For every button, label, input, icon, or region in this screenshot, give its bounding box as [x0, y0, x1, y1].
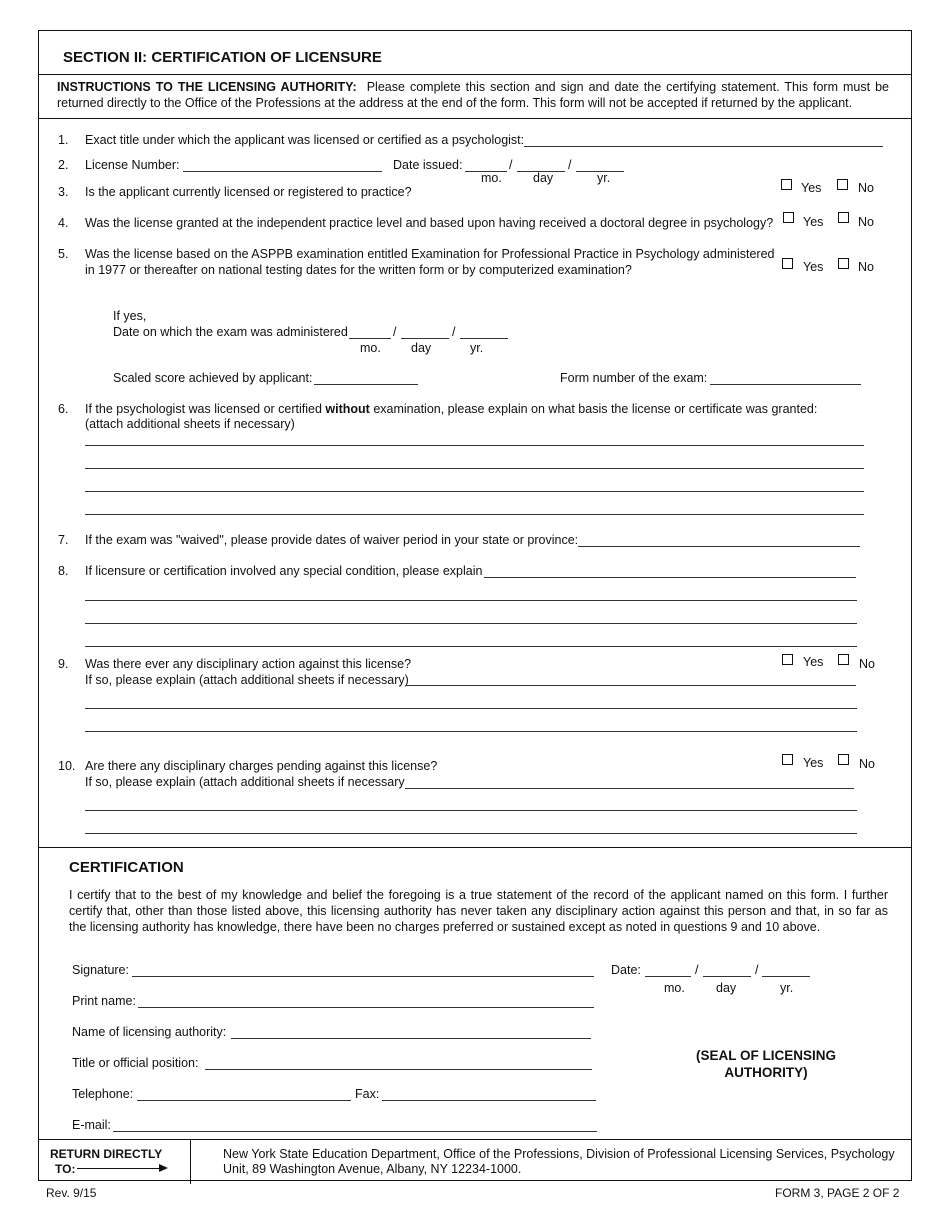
date-slash: / — [393, 325, 397, 339]
q6-line1-bold: without — [325, 402, 370, 416]
q4-number: 4. — [58, 216, 69, 230]
certification-title: CERTIFICATION — [69, 859, 184, 876]
q10-no-checkbox[interactable] — [838, 754, 849, 765]
telephone-label: Telephone: — [72, 1087, 134, 1101]
exam-date-month-field[interactable] — [349, 338, 391, 339]
q8-text: If licensure or certification involved any special condition, please explain — [85, 564, 483, 578]
q9-yes-checkbox[interactable] — [782, 654, 793, 665]
q6-answer-line[interactable] — [85, 491, 864, 492]
return-address-line2: Unit, 89 Washington Avenue, Albany, NY 12234-1000. — [223, 1162, 522, 1176]
revision-label: Rev. 9/15 — [46, 1186, 97, 1200]
email-label: E-mail: — [72, 1118, 111, 1132]
divider — [38, 847, 912, 848]
q8-answer-line[interactable] — [85, 646, 857, 647]
year-caption: yr. — [597, 171, 611, 185]
q9-number: 9. — [58, 657, 69, 671]
q9-answer-field[interactable] — [406, 685, 856, 686]
q4-text: Was the license granted at the independent practice level and based upon having received a doctoral degree in psychology? — [85, 216, 774, 230]
scaled-score-field[interactable] — [314, 384, 418, 385]
q6-line1-a: If the psychologist was licensed or certified — [85, 402, 326, 416]
q5-yes-label: Yes — [803, 260, 824, 274]
certification-statement: I certify that to the best of my knowledge and belief the foregoing is a true statement of the record of the applicant named on this form. I further certify that, other than those listed above, this licensing authority has never taken any disciplinary action against this person and that, in so far as the licensing authority has knowledge, there have been no charges preferred or sustained except as noted in questions 9 and 10 above. — [69, 888, 888, 934]
q1-title-field[interactable] — [524, 146, 883, 147]
date-issued-label: Date issued: — [393, 158, 463, 172]
q6-line1-b: examination, please explain on what basis the license or certificate was granted: — [369, 402, 818, 416]
q9-yes-label: Yes — [803, 655, 824, 669]
official-title-label: Title or official position: — [72, 1056, 199, 1070]
seal-line1: (SEAL OF LICENSING — [695, 1048, 836, 1063]
month-caption: mo. — [360, 341, 381, 355]
q10-answer-line[interactable] — [85, 810, 857, 811]
return-label-line1: RETURN DIRECTLY — [50, 1147, 163, 1161]
q4-no-label: No — [858, 215, 874, 229]
q5-number: 5. — [58, 247, 69, 261]
q8-answer-line[interactable] — [85, 623, 857, 624]
q8-answer-line[interactable] — [85, 600, 857, 601]
q10-line1: Are there any disciplinary charges pending against this license? — [85, 759, 438, 773]
q3-yes-checkbox[interactable] — [781, 179, 792, 190]
exam-date-label: Date on which the exam was administered — [113, 325, 348, 339]
month-caption: mo. — [664, 981, 685, 995]
q10-line2: If so, please explain (attach additional sheets if necessary — [85, 775, 405, 789]
q1-text: Exact title under which the applicant was licensed or certified as a psychologist: — [85, 133, 525, 147]
seal-line2: AUTHORITY) — [724, 1065, 808, 1080]
instructions — [57, 79, 889, 111]
instructions-text: Please complete this section and sign and date the certifying statement. This form must be returned directly to the Office of the Professions at the address at the end of the form. This form will not be accepted if returned by the applicant. — [57, 80, 889, 110]
q10-number: 10. — [58, 759, 76, 773]
day-caption: day — [411, 341, 432, 355]
q2-number: 2. — [58, 158, 69, 172]
q5-line2: in 1977 or thereafter on national testing dates for the written form or by computerized examination? — [85, 263, 632, 277]
exam-date-year-field[interactable] — [460, 338, 508, 339]
q5-yes-checkbox[interactable] — [782, 258, 793, 269]
q9-line2: If so, please explain (attach additional sheets if necessary) — [85, 673, 409, 687]
license-number-field[interactable] — [183, 171, 382, 172]
q1-number: 1. — [58, 133, 69, 147]
q8-answer-field[interactable] — [484, 577, 856, 578]
form-number-field[interactable] — [710, 384, 861, 385]
arrow-head-icon — [159, 1164, 168, 1172]
arrow-icon — [77, 1168, 159, 1169]
q6-line1 — [85, 402, 817, 416]
year-caption: yr. — [470, 341, 484, 355]
form-number-label: Form number of the exam: — [560, 371, 708, 385]
fax-field[interactable] — [382, 1100, 596, 1101]
telephone-field[interactable] — [137, 1100, 351, 1101]
q10-answer-field[interactable] — [405, 788, 854, 789]
date-slash: / — [695, 963, 699, 977]
year-caption: yr. — [780, 981, 794, 995]
q3-text: Is the applicant currently licensed or registered to practice? — [85, 185, 412, 199]
q6-line2: (attach additional sheets if necessary) — [85, 417, 295, 431]
q5-no-checkbox[interactable] — [838, 258, 849, 269]
q3-no-checkbox[interactable] — [837, 179, 848, 190]
cert-date-label: Date: — [611, 963, 641, 977]
cert-date-year-field[interactable] — [762, 976, 810, 977]
q4-yes-label: Yes — [803, 215, 824, 229]
licensing-authority-field[interactable] — [231, 1038, 591, 1039]
q10-answer-line[interactable] — [85, 833, 857, 834]
q7-text: If the exam was "waived", please provide dates of waiver period in your state or province: — [85, 533, 579, 547]
date-slash: / — [568, 158, 572, 172]
q3-no-label: No — [858, 181, 874, 195]
q4-no-checkbox[interactable] — [838, 212, 849, 223]
signature-field[interactable] — [132, 976, 594, 977]
form-frame — [38, 30, 912, 1181]
seal-placeholder — [666, 1047, 866, 1081]
q10-yes-checkbox[interactable] — [782, 754, 793, 765]
license-number-label: License Number: — [85, 158, 180, 172]
licensing-authority-label: Name of licensing authority: — [72, 1025, 227, 1039]
q9-no-label: No — [859, 657, 875, 671]
official-title-field[interactable] — [205, 1069, 592, 1070]
print-name-label: Print name: — [72, 994, 136, 1008]
q3-number: 3. — [58, 185, 69, 199]
cert-date-day-field[interactable] — [703, 976, 751, 977]
divider — [38, 1139, 912, 1140]
fax-label: Fax: — [355, 1087, 380, 1101]
divider — [190, 1139, 191, 1184]
q10-yes-label: Yes — [803, 756, 824, 770]
print-name-field[interactable] — [138, 1007, 594, 1008]
q8-number: 8. — [58, 564, 69, 578]
q9-answer-line[interactable] — [85, 731, 857, 732]
instructions-label: INSTRUCTIONS TO THE LICENSING AUTHORITY: — [57, 80, 357, 94]
cert-date-month-field[interactable] — [645, 976, 691, 977]
day-caption: day — [533, 171, 554, 185]
q9-no-checkbox[interactable] — [838, 654, 849, 665]
divider — [38, 118, 912, 119]
q6-number: 6. — [58, 402, 69, 416]
section-title: SECTION II: CERTIFICATION OF LICENSURE — [63, 49, 382, 66]
email-field[interactable] — [113, 1131, 597, 1132]
day-caption: day — [716, 981, 737, 995]
scaled-score-label: Scaled score achieved by applicant: — [113, 371, 313, 385]
q9-answer-line[interactable] — [85, 708, 857, 709]
exam-date-day-field[interactable] — [401, 338, 449, 339]
date-slash: / — [755, 963, 759, 977]
q7-number: 7. — [58, 533, 69, 547]
q6-answer-line[interactable] — [85, 468, 864, 469]
page-label: FORM 3, PAGE 2 OF 2 — [775, 1186, 900, 1200]
q7-answer-field[interactable] — [578, 546, 860, 547]
q4-yes-checkbox[interactable] — [783, 212, 794, 223]
signature-label: Signature: — [72, 963, 129, 977]
divider — [38, 74, 912, 75]
q10-no-label: No — [859, 757, 875, 771]
month-caption: mo. — [481, 171, 502, 185]
q5-if-yes: If yes, — [113, 309, 147, 323]
date-slash: / — [509, 158, 513, 172]
q5-no-label: No — [858, 260, 874, 274]
q6-answer-line[interactable] — [85, 445, 864, 446]
q9-line1: Was there ever any disciplinary action against this license? — [85, 657, 412, 671]
q3-yes-label: Yes — [801, 181, 822, 195]
date-slash: / — [452, 325, 456, 339]
return-address-line1: New York State Education Department, Office of the Professions, Division of Professional Licensing Services, Psychology — [223, 1147, 895, 1161]
return-label-line2: TO: — [55, 1162, 76, 1176]
q5-line1: Was the license based on the ASPPB examination entitled Examination for Professional Practice in Psychology administered — [85, 247, 775, 261]
q6-answer-line[interactable] — [85, 514, 864, 515]
